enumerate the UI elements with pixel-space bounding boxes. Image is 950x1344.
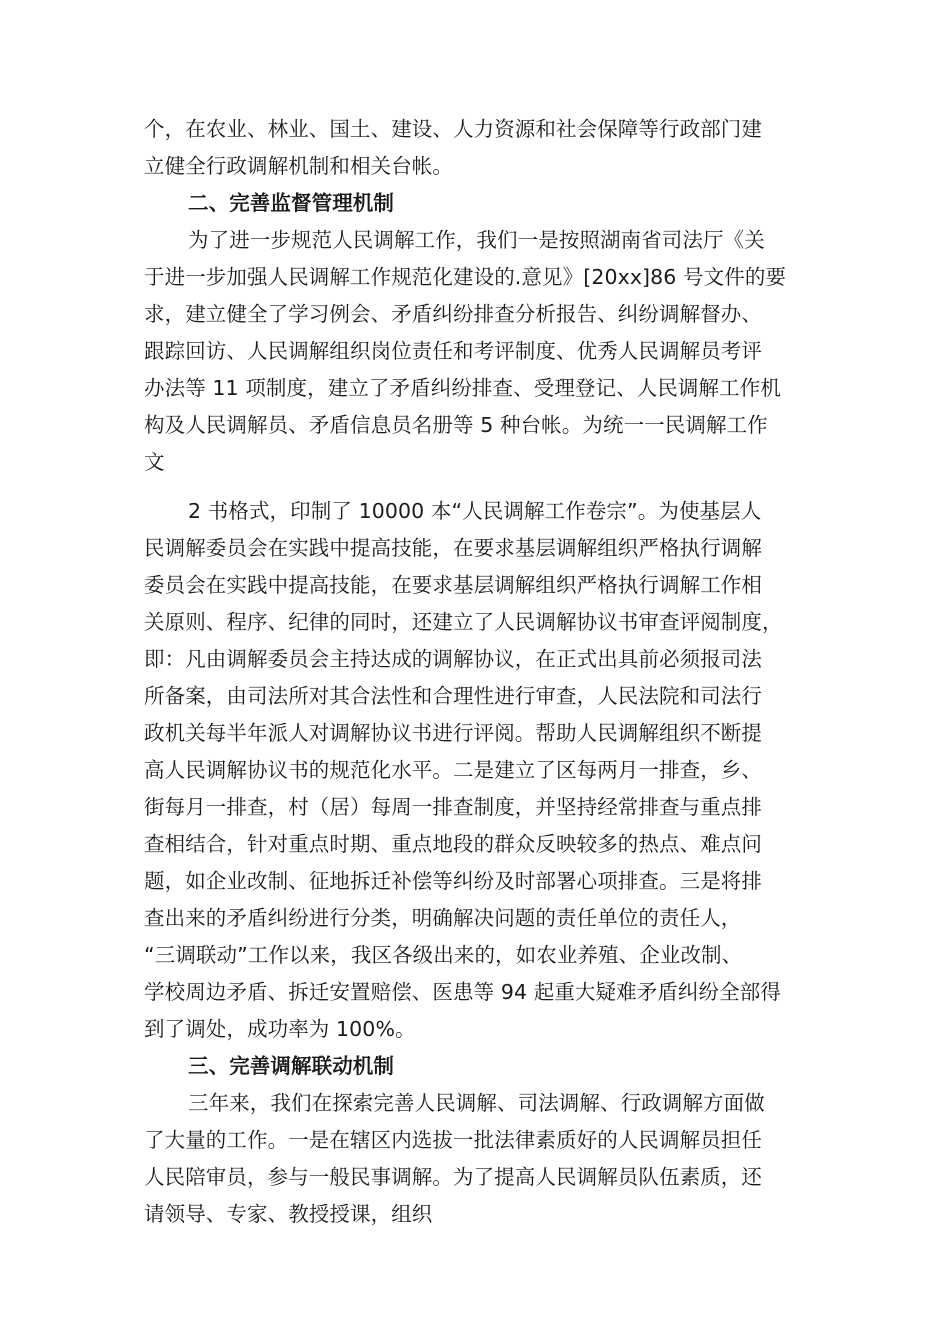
text-line: 请领导、专家、教授授课，组织 (144, 1202, 433, 1226)
text-line: 构及人民调解员、矛盾信息员名册等 5 种台帐。为统一一民调解工作 (144, 413, 768, 437)
text-line: 即：凡由调解委员会主持达成的调解协议，在正式出具前必须报司法 (144, 647, 762, 671)
text-line: 到了调处，成功率为 100%。 (144, 1017, 416, 1041)
text-line: 委员会在实践中提高技能，在要求基层调解组织严格执行调解工作相 (144, 573, 762, 597)
paragraph-first-line: 为了进一步规范人民调解工作，我们一是按照湖南省司法厅《关 (188, 228, 765, 252)
document-page (144, 111, 812, 1233)
text-line: 个，在农业、林业、国土、建设、人力资源和社会保障等行政部门建 (144, 117, 762, 141)
paragraph-first-line: 2 书格式，印制了 10000 本“人民调解工作卷宗”。为使基层人 (188, 499, 762, 523)
text-line: 关原则、程序、纪律的同时，还建立了人民调解协议书审查评阅制度， (144, 610, 783, 634)
text-line: 了大量的工作。一是在辖区内选拔一批法律素质好的人民调解员担任 (144, 1128, 762, 1152)
text-line: 求，建立健全了学习例会、矛盾纠纷排查分析报告、纠纷调解督办、 (144, 302, 762, 326)
section-heading: 二、完善监督管理机制 (188, 191, 394, 215)
text-line: 办法等 11 项制度，建立了矛盾纠纷排查、受理登记、人民调解工作机 (144, 376, 781, 400)
text-line: 于进一步加强人民调解工作规范化建设的.意见》[20xx]86 号文件的要 (144, 265, 787, 289)
text-line: 学校周边矛盾、拆迁安置赔偿、医患等 94 起重大疑难矛盾纠纷全部得 (144, 980, 781, 1004)
paragraph-first-line: 三年来，我们在探索完善人民调解、司法调解、行政调解方面做 (188, 1091, 765, 1115)
text-line: 政机关每半年派人对调解协议书进行评阅。帮助人民调解组织不断提 (144, 721, 762, 745)
text-line: 查相结合，针对重点时期、重点地段的群众反映较多的热点、难点问 (144, 832, 762, 856)
text-line: 查出来的矛盾纠纷进行分类，明确解决问题的责任单位的责任人， (144, 906, 742, 930)
text-line: 题，如企业改制、征地拆迁补偿等纠纷及时部署心项排查。三是将排 (144, 869, 762, 893)
text-line: 所备案，由司法所对其合法性和合理性进行审查，人民法院和司法行 (144, 684, 762, 708)
text-line: 跟踪回访、人民调解组织岗位责任和考评制度、优秀人民调解员考评 (144, 339, 762, 363)
paragraph-gap (144, 481, 812, 493)
text-line: “三调联动”工作以来，我区各级出来的，如农业养殖、企业改制、 (144, 943, 743, 967)
text-line: 街每月一排查，村（居）每周一排查制度，并坚持经常排查与重点排 (144, 795, 762, 819)
text-line: 立健全行政调解机制和相关台帐。 (144, 154, 453, 178)
text-line: 文 (144, 450, 165, 474)
text-line: 人民陪审员，参与一般民事调解。为了提高人民调解员队伍素质，还 (144, 1165, 762, 1189)
section-heading: 三、完善调解联动机制 (188, 1054, 394, 1078)
text-line: 民调解委员会在实践中提高技能，在要求基层调解组织严格执行调解 (144, 536, 762, 560)
text-line: 高人民调解协议书的规范化水平。二是建立了区每两月一排查，乡、 (144, 758, 762, 782)
